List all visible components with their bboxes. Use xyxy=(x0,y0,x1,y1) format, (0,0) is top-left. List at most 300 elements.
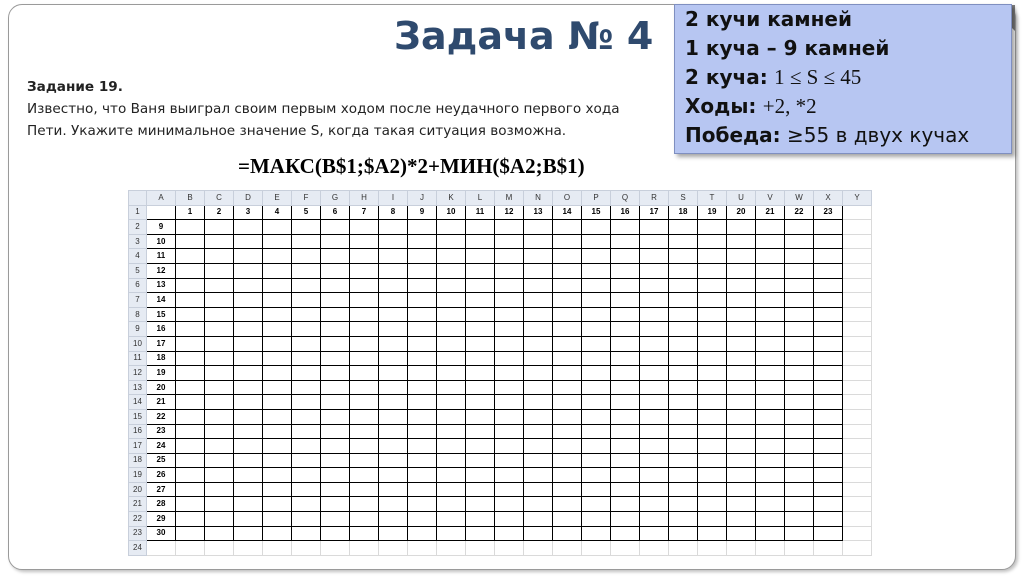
cell[interactable] xyxy=(524,278,553,293)
cell[interactable] xyxy=(350,249,379,264)
cell[interactable] xyxy=(669,541,698,556)
cell[interactable]: 10 xyxy=(147,234,176,249)
cell[interactable] xyxy=(205,351,234,366)
cell[interactable] xyxy=(379,380,408,395)
cell[interactable] xyxy=(669,278,698,293)
cell[interactable] xyxy=(553,395,582,410)
cell[interactable] xyxy=(814,409,843,424)
cell[interactable] xyxy=(698,395,727,410)
cell[interactable] xyxy=(292,278,321,293)
cell[interactable] xyxy=(292,512,321,527)
cell[interactable]: 18 xyxy=(669,205,698,220)
cell[interactable] xyxy=(234,424,263,439)
cell[interactable] xyxy=(350,366,379,381)
cell[interactable] xyxy=(582,439,611,454)
cell[interactable] xyxy=(437,234,466,249)
cell[interactable] xyxy=(553,336,582,351)
cell[interactable] xyxy=(611,249,640,264)
cell[interactable] xyxy=(408,512,437,527)
cell[interactable] xyxy=(234,322,263,337)
cell[interactable] xyxy=(176,307,205,322)
cell[interactable] xyxy=(437,497,466,512)
cell[interactable] xyxy=(292,409,321,424)
cell[interactable] xyxy=(698,263,727,278)
cell[interactable] xyxy=(292,453,321,468)
cell[interactable] xyxy=(176,424,205,439)
cell[interactable] xyxy=(756,234,785,249)
cell[interactable] xyxy=(814,424,843,439)
cell[interactable] xyxy=(814,395,843,410)
cell[interactable] xyxy=(321,278,350,293)
cell[interactable] xyxy=(640,409,669,424)
cell[interactable] xyxy=(814,336,843,351)
cell[interactable] xyxy=(698,336,727,351)
cell[interactable] xyxy=(263,322,292,337)
cell[interactable] xyxy=(292,526,321,541)
cell[interactable] xyxy=(843,366,872,381)
cell[interactable] xyxy=(495,293,524,308)
cell[interactable]: 16 xyxy=(147,322,176,337)
cell[interactable]: 20 xyxy=(147,380,176,395)
cell[interactable] xyxy=(466,512,495,527)
cell[interactable] xyxy=(495,278,524,293)
cell[interactable]: 23 xyxy=(147,424,176,439)
cell[interactable] xyxy=(379,366,408,381)
cell[interactable]: 12 xyxy=(495,205,524,220)
cell[interactable] xyxy=(640,380,669,395)
cell[interactable] xyxy=(495,468,524,483)
cell[interactable] xyxy=(524,468,553,483)
cell[interactable] xyxy=(843,220,872,235)
cell[interactable]: 17 xyxy=(640,205,669,220)
column-header[interactable]: B xyxy=(176,191,205,206)
cell[interactable] xyxy=(843,205,872,220)
cell[interactable] xyxy=(553,322,582,337)
row-header[interactable]: 13 xyxy=(129,380,147,395)
row-header[interactable]: 11 xyxy=(129,351,147,366)
cell[interactable] xyxy=(814,482,843,497)
cell[interactable] xyxy=(205,307,234,322)
cell[interactable] xyxy=(785,482,814,497)
cell[interactable] xyxy=(698,293,727,308)
cell[interactable] xyxy=(582,263,611,278)
row-header[interactable]: 2 xyxy=(129,220,147,235)
cell[interactable] xyxy=(814,453,843,468)
cell[interactable] xyxy=(756,497,785,512)
cell[interactable] xyxy=(379,395,408,410)
cell[interactable] xyxy=(611,220,640,235)
cell[interactable] xyxy=(176,395,205,410)
cell[interactable] xyxy=(698,482,727,497)
cell[interactable] xyxy=(611,409,640,424)
column-header[interactable]: S xyxy=(669,191,698,206)
cell[interactable]: 11 xyxy=(147,249,176,264)
cell[interactable] xyxy=(582,234,611,249)
cell[interactable] xyxy=(843,409,872,424)
cell[interactable] xyxy=(698,220,727,235)
cell[interactable] xyxy=(814,380,843,395)
cell[interactable] xyxy=(495,453,524,468)
cell[interactable] xyxy=(350,541,379,556)
cell[interactable] xyxy=(234,482,263,497)
cell[interactable] xyxy=(524,322,553,337)
cell[interactable] xyxy=(669,336,698,351)
cell[interactable] xyxy=(321,293,350,308)
cell[interactable] xyxy=(785,468,814,483)
cell[interactable] xyxy=(669,497,698,512)
cell[interactable] xyxy=(321,351,350,366)
cell[interactable] xyxy=(727,278,756,293)
cell[interactable] xyxy=(408,439,437,454)
cell[interactable]: 14 xyxy=(553,205,582,220)
cell[interactable] xyxy=(350,512,379,527)
cell[interactable] xyxy=(292,263,321,278)
cell[interactable] xyxy=(698,409,727,424)
cell[interactable] xyxy=(698,366,727,381)
cell[interactable] xyxy=(640,278,669,293)
cell[interactable] xyxy=(205,249,234,264)
cell[interactable] xyxy=(669,409,698,424)
cell[interactable] xyxy=(698,278,727,293)
cell[interactable] xyxy=(843,322,872,337)
cell[interactable] xyxy=(698,380,727,395)
cell[interactable] xyxy=(843,439,872,454)
cell[interactable] xyxy=(408,293,437,308)
cell[interactable] xyxy=(263,526,292,541)
cell[interactable] xyxy=(640,526,669,541)
cell[interactable]: 9 xyxy=(147,220,176,235)
cell[interactable] xyxy=(234,512,263,527)
cell[interactable] xyxy=(756,482,785,497)
cell[interactable] xyxy=(756,468,785,483)
cell[interactable] xyxy=(582,351,611,366)
cell[interactable]: 10 xyxy=(437,205,466,220)
cell[interactable] xyxy=(640,541,669,556)
cell[interactable] xyxy=(379,220,408,235)
cell[interactable] xyxy=(321,307,350,322)
cell[interactable] xyxy=(263,220,292,235)
cell[interactable] xyxy=(263,249,292,264)
cell[interactable] xyxy=(611,395,640,410)
cell[interactable] xyxy=(176,336,205,351)
row-header[interactable]: 7 xyxy=(129,293,147,308)
cell[interactable] xyxy=(147,205,176,220)
cell[interactable] xyxy=(437,278,466,293)
cell[interactable] xyxy=(524,497,553,512)
cell[interactable] xyxy=(582,307,611,322)
row-header[interactable]: 14 xyxy=(129,395,147,410)
cell[interactable] xyxy=(466,482,495,497)
cell[interactable] xyxy=(814,278,843,293)
cell[interactable] xyxy=(176,263,205,278)
cell[interactable] xyxy=(495,512,524,527)
cell[interactable] xyxy=(582,453,611,468)
cell[interactable] xyxy=(727,409,756,424)
cell[interactable] xyxy=(205,453,234,468)
cell[interactable] xyxy=(814,526,843,541)
cell[interactable] xyxy=(640,497,669,512)
cell[interactable] xyxy=(727,439,756,454)
cell[interactable] xyxy=(524,380,553,395)
cell[interactable] xyxy=(263,395,292,410)
cell[interactable] xyxy=(524,409,553,424)
cell[interactable] xyxy=(437,439,466,454)
cell[interactable] xyxy=(321,468,350,483)
cell[interactable] xyxy=(379,424,408,439)
cell[interactable] xyxy=(698,307,727,322)
cell[interactable] xyxy=(408,424,437,439)
cell[interactable] xyxy=(379,468,408,483)
cell[interactable] xyxy=(234,409,263,424)
cell[interactable] xyxy=(437,322,466,337)
cell[interactable] xyxy=(553,263,582,278)
cell[interactable] xyxy=(466,526,495,541)
cell[interactable] xyxy=(553,497,582,512)
cell[interactable] xyxy=(524,366,553,381)
cell[interactable] xyxy=(234,439,263,454)
cell[interactable] xyxy=(437,512,466,527)
cell[interactable] xyxy=(611,453,640,468)
cell[interactable] xyxy=(495,497,524,512)
cell[interactable] xyxy=(727,234,756,249)
cell[interactable] xyxy=(205,263,234,278)
cell[interactable] xyxy=(727,263,756,278)
cell[interactable] xyxy=(785,351,814,366)
cell[interactable] xyxy=(669,526,698,541)
row-header[interactable]: 10 xyxy=(129,336,147,351)
cell[interactable] xyxy=(640,249,669,264)
cell[interactable]: 19 xyxy=(698,205,727,220)
cell[interactable] xyxy=(176,439,205,454)
column-header[interactable]: D xyxy=(234,191,263,206)
cell[interactable] xyxy=(785,322,814,337)
row-header[interactable]: 5 xyxy=(129,263,147,278)
cell[interactable] xyxy=(437,366,466,381)
cell[interactable] xyxy=(408,468,437,483)
cell[interactable] xyxy=(524,541,553,556)
cell[interactable] xyxy=(785,512,814,527)
cell[interactable] xyxy=(466,409,495,424)
column-header[interactable]: X xyxy=(814,191,843,206)
cell[interactable] xyxy=(379,453,408,468)
cell[interactable] xyxy=(321,424,350,439)
cell[interactable] xyxy=(611,351,640,366)
cell[interactable]: 29 xyxy=(147,512,176,527)
cell[interactable] xyxy=(553,526,582,541)
cell[interactable] xyxy=(437,336,466,351)
cell[interactable] xyxy=(205,439,234,454)
cell[interactable] xyxy=(408,482,437,497)
cell[interactable]: 3 xyxy=(234,205,263,220)
cell[interactable] xyxy=(437,263,466,278)
cell[interactable] xyxy=(234,263,263,278)
cell[interactable]: 26 xyxy=(147,468,176,483)
cell[interactable] xyxy=(843,541,872,556)
cell[interactable] xyxy=(698,249,727,264)
cell[interactable] xyxy=(640,220,669,235)
cell[interactable] xyxy=(727,293,756,308)
cell[interactable] xyxy=(292,468,321,483)
cell[interactable] xyxy=(524,307,553,322)
cell[interactable] xyxy=(350,424,379,439)
cell[interactable] xyxy=(176,453,205,468)
cell[interactable] xyxy=(350,468,379,483)
cell[interactable] xyxy=(495,249,524,264)
cell[interactable] xyxy=(408,497,437,512)
row-header[interactable]: 1 xyxy=(129,205,147,220)
cell[interactable] xyxy=(756,351,785,366)
cell[interactable] xyxy=(350,307,379,322)
cell[interactable] xyxy=(466,468,495,483)
cell[interactable] xyxy=(582,409,611,424)
cell[interactable] xyxy=(379,526,408,541)
cell[interactable] xyxy=(350,351,379,366)
cell[interactable] xyxy=(698,439,727,454)
cell[interactable] xyxy=(466,395,495,410)
cell[interactable] xyxy=(321,249,350,264)
cell[interactable] xyxy=(814,366,843,381)
cell[interactable] xyxy=(495,526,524,541)
column-header[interactable]: H xyxy=(350,191,379,206)
cell[interactable] xyxy=(756,395,785,410)
cell[interactable] xyxy=(205,380,234,395)
cell[interactable] xyxy=(466,220,495,235)
cell[interactable] xyxy=(611,512,640,527)
cell[interactable] xyxy=(698,512,727,527)
cell[interactable] xyxy=(640,322,669,337)
cell[interactable] xyxy=(553,409,582,424)
cell[interactable] xyxy=(698,453,727,468)
cell[interactable] xyxy=(814,541,843,556)
cell[interactable] xyxy=(350,336,379,351)
cell[interactable] xyxy=(843,351,872,366)
cell[interactable] xyxy=(785,293,814,308)
column-header[interactable]: V xyxy=(756,191,785,206)
cell[interactable]: 13 xyxy=(147,278,176,293)
cell[interactable] xyxy=(611,526,640,541)
cell[interactable]: 14 xyxy=(147,293,176,308)
cell[interactable] xyxy=(756,278,785,293)
cell[interactable] xyxy=(234,395,263,410)
cell[interactable] xyxy=(379,351,408,366)
cell[interactable] xyxy=(814,263,843,278)
cell[interactable]: 20 xyxy=(727,205,756,220)
cell[interactable] xyxy=(379,409,408,424)
cell[interactable] xyxy=(756,307,785,322)
cell[interactable] xyxy=(524,512,553,527)
cell[interactable] xyxy=(292,307,321,322)
cell[interactable] xyxy=(408,395,437,410)
cell[interactable] xyxy=(553,249,582,264)
cell[interactable] xyxy=(321,526,350,541)
cell[interactable] xyxy=(756,380,785,395)
column-header[interactable]: T xyxy=(698,191,727,206)
cell[interactable] xyxy=(582,336,611,351)
row-header[interactable]: 17 xyxy=(129,439,147,454)
cell[interactable] xyxy=(408,366,437,381)
cell[interactable] xyxy=(263,336,292,351)
cell[interactable] xyxy=(756,366,785,381)
cell[interactable] xyxy=(582,322,611,337)
cell[interactable] xyxy=(292,249,321,264)
cell[interactable] xyxy=(727,424,756,439)
cell[interactable] xyxy=(292,439,321,454)
cell[interactable] xyxy=(321,395,350,410)
cell[interactable] xyxy=(350,497,379,512)
cell[interactable] xyxy=(292,220,321,235)
cell[interactable] xyxy=(466,293,495,308)
cell[interactable] xyxy=(756,541,785,556)
cell[interactable]: 17 xyxy=(147,336,176,351)
cell[interactable] xyxy=(292,351,321,366)
cell[interactable] xyxy=(321,336,350,351)
cell[interactable]: 18 xyxy=(147,351,176,366)
cell[interactable] xyxy=(379,249,408,264)
cell[interactable] xyxy=(640,293,669,308)
cell[interactable] xyxy=(611,322,640,337)
cell[interactable]: 15 xyxy=(147,307,176,322)
cell[interactable] xyxy=(756,249,785,264)
cell[interactable]: 21 xyxy=(756,205,785,220)
cell[interactable] xyxy=(205,322,234,337)
cell[interactable] xyxy=(843,468,872,483)
cell[interactable] xyxy=(611,307,640,322)
cell[interactable] xyxy=(582,366,611,381)
cell[interactable] xyxy=(408,380,437,395)
cell[interactable] xyxy=(176,322,205,337)
row-header[interactable]: 12 xyxy=(129,366,147,381)
cell[interactable] xyxy=(524,263,553,278)
column-header[interactable]: C xyxy=(205,191,234,206)
cell[interactable] xyxy=(553,439,582,454)
cell[interactable] xyxy=(611,380,640,395)
cell[interactable] xyxy=(553,380,582,395)
cell[interactable] xyxy=(698,351,727,366)
cell[interactable] xyxy=(611,278,640,293)
cell[interactable] xyxy=(176,234,205,249)
cell[interactable] xyxy=(234,220,263,235)
cell[interactable] xyxy=(495,409,524,424)
cell[interactable] xyxy=(466,424,495,439)
cell[interactable] xyxy=(176,409,205,424)
cell[interactable] xyxy=(756,526,785,541)
cell[interactable] xyxy=(234,526,263,541)
cell[interactable] xyxy=(379,541,408,556)
cell[interactable] xyxy=(437,220,466,235)
cell[interactable] xyxy=(582,249,611,264)
cell[interactable] xyxy=(437,453,466,468)
cell[interactable] xyxy=(669,453,698,468)
cell[interactable] xyxy=(843,278,872,293)
cell[interactable] xyxy=(727,526,756,541)
cell[interactable] xyxy=(611,497,640,512)
cell[interactable] xyxy=(466,336,495,351)
cell[interactable] xyxy=(727,322,756,337)
cell[interactable] xyxy=(553,424,582,439)
cell[interactable] xyxy=(350,380,379,395)
cell[interactable] xyxy=(205,234,234,249)
row-header[interactable]: 18 xyxy=(129,453,147,468)
cell[interactable] xyxy=(437,482,466,497)
cell[interactable] xyxy=(234,453,263,468)
cell[interactable] xyxy=(350,234,379,249)
cell[interactable] xyxy=(785,263,814,278)
column-header[interactable]: Q xyxy=(611,191,640,206)
cell[interactable] xyxy=(176,351,205,366)
cell[interactable] xyxy=(756,512,785,527)
cell[interactable] xyxy=(234,366,263,381)
cell[interactable] xyxy=(785,307,814,322)
